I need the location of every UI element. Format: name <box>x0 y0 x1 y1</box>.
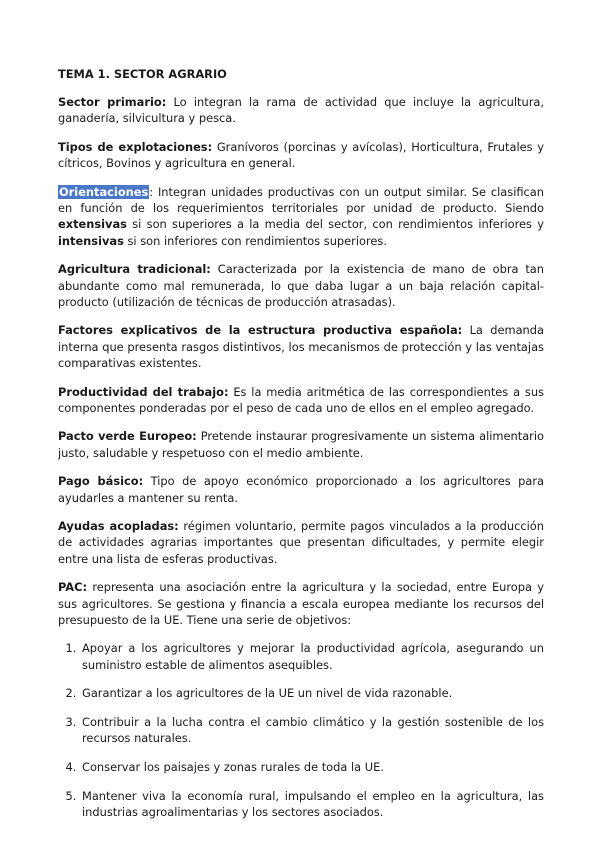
paragraph-ayudas-acopladas <box>58 518 544 567</box>
term: Agricultura tradicional: <box>58 262 211 277</box>
definition-part: si son superiores a la media del sector, con rendimientos inferiores y <box>126 217 544 232</box>
definition: Lo integran la rama de actividad que incluye la agricultura, ganadería, silvicultura y pesca. <box>58 95 544 126</box>
paragraph-sector-primario <box>58 94 544 126</box>
highlighted-term[interactable]: Orientaciones <box>59 185 149 200</box>
term: Productividad del trabajo: <box>58 384 229 399</box>
document-title: TEMA 1. SECTOR AGRARIO <box>58 67 227 81</box>
paragraph-factores-explicativos <box>58 322 544 371</box>
definition-part: : Integran unidades productivas con un output similar. Se clasifican en función de los requerimientos territoriales por unidad de producto. Siendo <box>58 185 544 216</box>
list-item: 3. Contribuir a la lucha contra el cambio climático y la gestión sostenible de los recursos naturales. <box>80 714 544 746</box>
term: Tipos de explotaciones: <box>58 140 213 155</box>
definition: La demanda interna que presenta rasgos distintivos, los mecanismos de protección y las ventajas comparativas existentes. <box>58 323 544 370</box>
definition: representa una asociación entre la agricultura y la sociedad, entre Europa y sus agricultores. Se gestiona y financia a escala europea mediante los recursos del presupuesto de la UE. Tiene una serie de objetivos: <box>58 580 544 627</box>
bold-word: extensivas <box>58 217 127 232</box>
term: Ayudas acopladas: <box>58 519 179 534</box>
term: Factores explicativos de la estructura productiva española: <box>58 323 463 338</box>
definition: Caracterizada por la existencia de mano de obra tan abundante como mal remunerada, lo que daba lugar a un baja relación capital-producto (utilización de técnicas de producción atrasadas). <box>58 262 545 309</box>
list-item: 4. Conservar los paisajes y zonas rurales de toda la UE. <box>80 759 544 775</box>
term: Pago básico: <box>58 474 144 489</box>
bold-word: intensivas <box>58 233 124 248</box>
list-item: 1. Apoyar a los agricultores y mejorar la productividad agrícola, asegurando un suministro estable de alimentos asequibles. <box>80 640 544 672</box>
definition: Pretende instaurar progresivamente un sistema alimentario justo, saludable y respetuoso con el medio ambiente. <box>58 429 544 460</box>
paragraph-pacto-verde <box>58 428 544 460</box>
list-item: 2. Garantizar a los agricultores de la UE un nivel de vida razonable. <box>80 685 544 701</box>
definition-part: si son inferiores con rendimientos superiores. <box>123 233 387 248</box>
paragraph-orientaciones <box>58 184 544 249</box>
definition: Es la media aritmética de las correspondientes a sus componentes ponderadas por el peso de cada uno de ellos en el empleo agregado. <box>58 384 544 415</box>
definition: Tipo de apoyo económico proporcionado a los agricultores para ayudarles a mantener su renta. <box>58 474 544 505</box>
definition: régimen voluntario, permite pagos vinculados a la producción de actividades agrarias importantes que presentan dificultades, y permite elegir entre una lista de esferas productivas. <box>58 519 544 566</box>
paragraph-pago-basico <box>58 473 544 505</box>
term: Sector primario: <box>58 95 167 110</box>
paragraph-tipos-explotaciones <box>58 139 544 171</box>
document-page <box>58 66 544 833</box>
paragraph-productividad-trabajo <box>58 384 544 416</box>
objectives-list <box>58 640 544 820</box>
term: PAC: <box>58 580 88 595</box>
paragraph-pac <box>58 579 544 628</box>
term: Pacto verde Europeo: <box>58 429 197 444</box>
list-item: 5. Mantener viva la economía rural, impulsando el empleo en la agricultura, las industrias agroalimentarias y los sectores asociados. <box>80 788 544 820</box>
definition: Granívoros (porcinas y avícolas), Horticultura, Frutales y cítricos, Bovinos y agricultura en general. <box>58 140 545 171</box>
paragraph-agricultura-tradicional <box>58 261 544 310</box>
